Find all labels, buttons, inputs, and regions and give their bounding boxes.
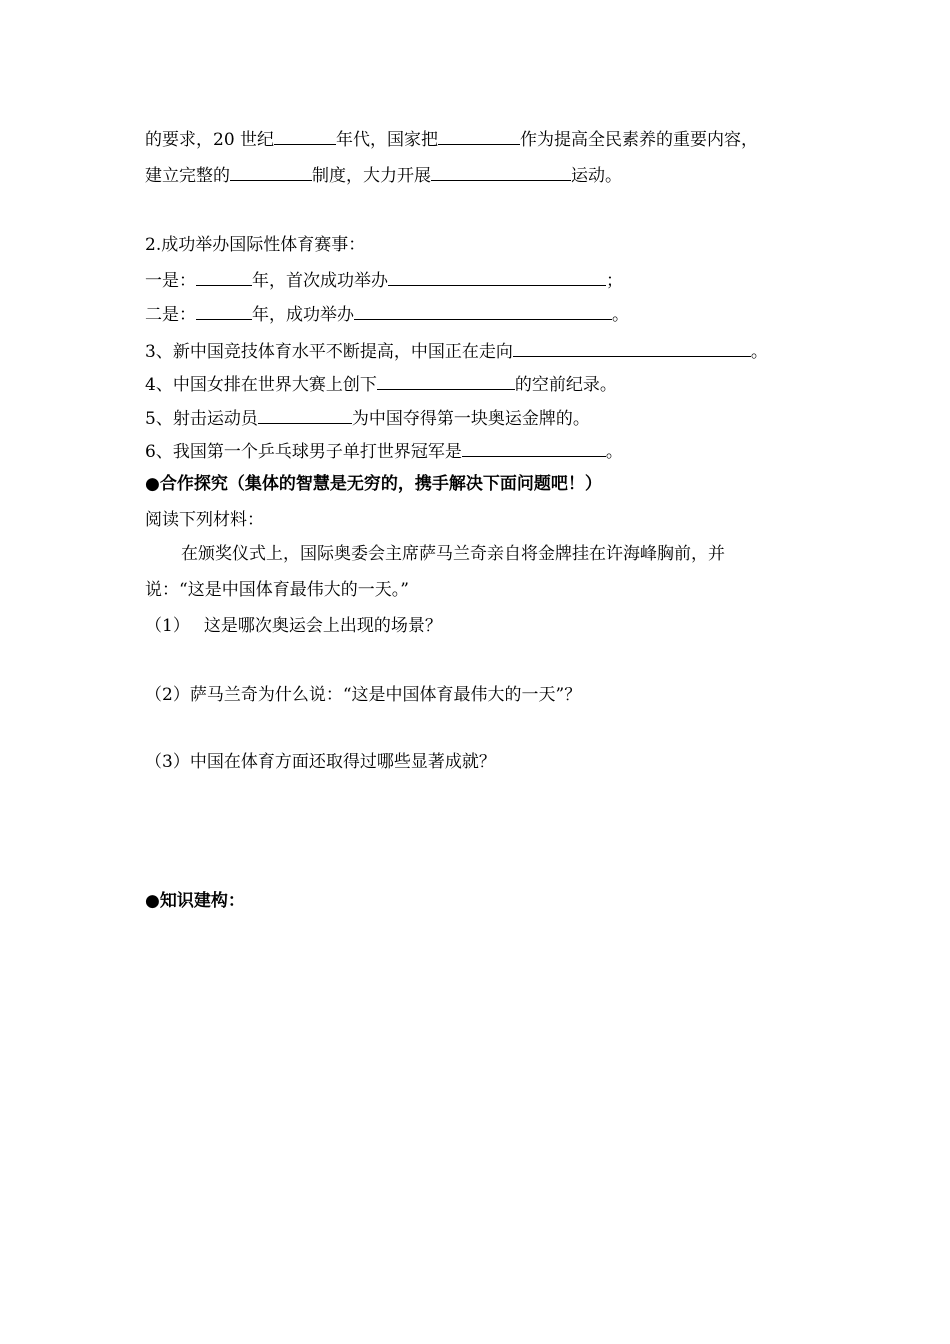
text: 5、射击运动员 (145, 409, 258, 429)
text: 运动。 (571, 166, 622, 186)
text: 制度，大力开展 (312, 166, 431, 186)
text: 3、新中国竞技体育水平不断提高，中国正在走向 (145, 342, 513, 362)
q2-line-1 (145, 267, 623, 293)
text: 。 (750, 342, 768, 362)
text: 年代，国家把 (336, 130, 439, 150)
knowledge-heading: ●知识建构： (145, 891, 245, 911)
answer-blank[interactable] (462, 438, 606, 457)
q5 (145, 405, 590, 431)
text: 。 (612, 305, 629, 325)
text: 建立完整的 (145, 166, 230, 186)
material-line-1: 在颁奖仪式上，国际奥委会主席萨马兰奇亲自将金牌挂在许海峰胸前，并 (181, 544, 725, 564)
answer-blank[interactable] (354, 301, 612, 320)
text: 一是： (145, 271, 196, 291)
question-number: （1） (145, 616, 190, 636)
answer-blank[interactable] (196, 267, 252, 286)
answer-blank[interactable] (431, 162, 571, 181)
text: 作为提高全民素养的重要内容， (520, 130, 759, 150)
answer-blank[interactable] (377, 371, 515, 390)
question-2: （2）萨马兰奇为什么说：“这是中国体育最伟大的一天”？ (145, 685, 582, 705)
q2-line-2 (145, 301, 629, 327)
question-1 (145, 614, 442, 638)
answer-blank[interactable] (196, 301, 252, 320)
q6 (145, 438, 623, 464)
q2-title: 2.成功举办国际性体育赛事： (145, 235, 366, 255)
text: 年，首次成功举办 (252, 271, 388, 291)
answer-blank[interactable] (438, 126, 520, 145)
q3 (145, 338, 768, 364)
answer-blank[interactable] (274, 126, 336, 145)
text: 二是： (145, 305, 196, 325)
answer-blank[interactable] (258, 405, 352, 424)
question-3: （3）中国在体育方面还取得过哪些显著成就？ (145, 752, 496, 772)
answer-blank[interactable] (388, 267, 606, 286)
q4 (145, 371, 617, 397)
answer-blank[interactable] (230, 162, 312, 181)
material-line-2: 说：“这是中国体育最伟大的一天。” (145, 580, 409, 600)
text: 的空前纪录。 (514, 375, 617, 395)
text: 年，成功举办 (252, 305, 354, 325)
text: ； (606, 271, 623, 291)
text: 为中国夺得第一块奥运金牌的。 (351, 409, 590, 429)
coop-intro: 阅读下列材料： (145, 510, 264, 530)
fill-line-2 (145, 162, 622, 188)
coop-heading: ●合作探究（集体的智慧是无穷的，携手解决下面问题吧！） (145, 474, 602, 494)
text: 。 (605, 442, 623, 462)
question-text: 这是哪次奥运会上出现的场景？ (203, 616, 442, 636)
answer-blank[interactable] (513, 338, 751, 357)
text: 6、我国第一个乒乓球男子单打世界冠军是 (145, 442, 462, 462)
fill-line-1 (145, 126, 758, 152)
text: 4、中国女排在世界大赛上创下 (145, 375, 377, 395)
text: 的要求，20 世纪 (145, 130, 275, 150)
